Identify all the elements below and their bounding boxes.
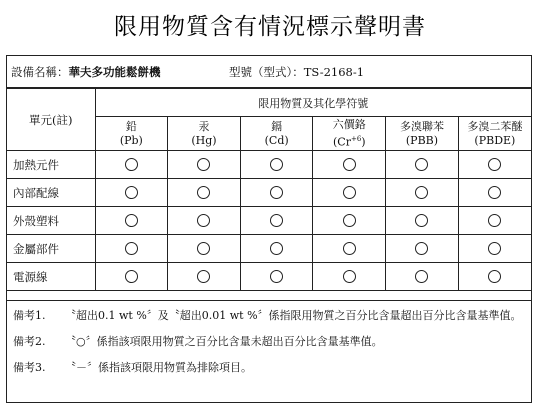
table-header-row [7, 89, 531, 117]
status-cell [386, 235, 459, 263]
status-cell [95, 151, 168, 179]
unit-header: 單元(註) [7, 89, 95, 151]
substance-group-header: 限用物質及其化學符號 [95, 89, 531, 117]
status-cell [458, 235, 531, 263]
table-row [7, 207, 531, 235]
status-cell [313, 179, 386, 207]
table-row [7, 263, 531, 291]
circle-mark-icon [197, 186, 210, 199]
status-cell [458, 179, 531, 207]
circle-mark-icon [197, 242, 210, 255]
status-cell [313, 235, 386, 263]
circle-mark-icon [343, 270, 356, 283]
circle-mark-icon [488, 242, 501, 255]
circle-mark-icon [270, 158, 283, 171]
status-cell [458, 263, 531, 291]
circle-mark-icon [488, 158, 501, 171]
status-cell [458, 151, 531, 179]
status-cell [168, 207, 241, 235]
status-cell [168, 151, 241, 179]
circle-mark-icon [125, 186, 138, 199]
substance-header: 鉛 (Pb) [95, 117, 168, 151]
note-text: 〝－〞係指該項限用物質為排除項目。 [65, 361, 252, 374]
part-label: 加熱元件 [7, 151, 95, 179]
note-item [13, 359, 525, 377]
status-cell [95, 263, 168, 291]
circle-mark-icon [125, 214, 138, 227]
circle-mark-icon [270, 214, 283, 227]
status-cell [240, 151, 313, 179]
note-label: 備考3. [13, 361, 46, 374]
status-cell [240, 235, 313, 263]
product-model [229, 56, 364, 88]
circle-mark-icon [125, 158, 138, 171]
circle-mark-icon [270, 186, 283, 199]
substance-header: 多溴二苯醚 (PBDE) [458, 117, 531, 151]
status-cell [386, 151, 459, 179]
status-cell [168, 179, 241, 207]
page-title: 限用物質含有情況標示聲明書 [114, 14, 426, 40]
circle-mark-icon [125, 242, 138, 255]
status-cell [458, 207, 531, 235]
circle-mark-icon [415, 242, 428, 255]
circle-mark-icon [415, 214, 428, 227]
circle-mark-icon [343, 214, 356, 227]
note-label: 備考1. [13, 309, 46, 322]
status-cell [95, 179, 168, 207]
circle-mark-icon [197, 214, 210, 227]
part-label: 外殼塑料 [7, 207, 95, 235]
status-cell [240, 263, 313, 291]
circle-mark-icon [415, 270, 428, 283]
circle-mark-icon [488, 214, 501, 227]
product-name-value: 華夫多功能鬆餅機 [68, 65, 161, 79]
circle-mark-icon [415, 186, 428, 199]
status-cell [240, 179, 313, 207]
table-row [7, 235, 531, 263]
part-label: 內部配線 [7, 179, 95, 207]
circle-mark-icon [488, 186, 501, 199]
note-item [13, 333, 525, 351]
status-cell [313, 263, 386, 291]
note-text: 〝超出0.1 wt %〞及〝超出0.01 wt %〞係指限用物質之百分比含量超出百分比含量基準值。 [65, 309, 522, 322]
status-cell [95, 235, 168, 263]
substance-table [7, 88, 531, 291]
notes-section [7, 300, 531, 385]
part-label: 金屬部件 [7, 235, 95, 263]
status-cell [168, 235, 241, 263]
status-cell [386, 179, 459, 207]
status-cell [386, 263, 459, 291]
circle-mark-icon [488, 270, 501, 283]
product-info-line [7, 56, 531, 88]
circle-mark-icon [343, 186, 356, 199]
status-cell [240, 207, 313, 235]
product-model-label: 型號（型式）： [229, 65, 304, 79]
circle-mark-icon [343, 158, 356, 171]
circle-mark-icon [125, 270, 138, 283]
note-label: 備考2. [13, 335, 46, 348]
substance-header: 多溴聯苯 (PBB) [386, 117, 459, 151]
substance-header: 汞 (Hg) [168, 117, 241, 151]
product-name [11, 56, 161, 88]
substance-header: 六價鉻 $(Cr^{+6})$ [313, 117, 386, 151]
status-cell [95, 207, 168, 235]
status-cell [313, 151, 386, 179]
substance-header: 鎘 (Cd) [240, 117, 313, 151]
status-cell [313, 207, 386, 235]
note-text: 〝○〞係指該項限用物質之百分比含量未超出百分比含量基準值。 [65, 335, 383, 348]
note-item [13, 307, 525, 325]
table-row [7, 151, 531, 179]
declaration-form [6, 55, 532, 403]
status-cell [168, 263, 241, 291]
circle-mark-icon [343, 242, 356, 255]
circle-mark-icon [197, 158, 210, 171]
circle-mark-icon [270, 242, 283, 255]
product-name-label: 設備名稱： [11, 65, 69, 79]
circle-mark-icon [415, 158, 428, 171]
status-cell [386, 207, 459, 235]
part-label: 電源線 [7, 263, 95, 291]
product-model-value: TS-2168-1 [303, 65, 365, 79]
circle-mark-icon [197, 270, 210, 283]
circle-mark-icon [270, 270, 283, 283]
table-row [7, 179, 531, 207]
